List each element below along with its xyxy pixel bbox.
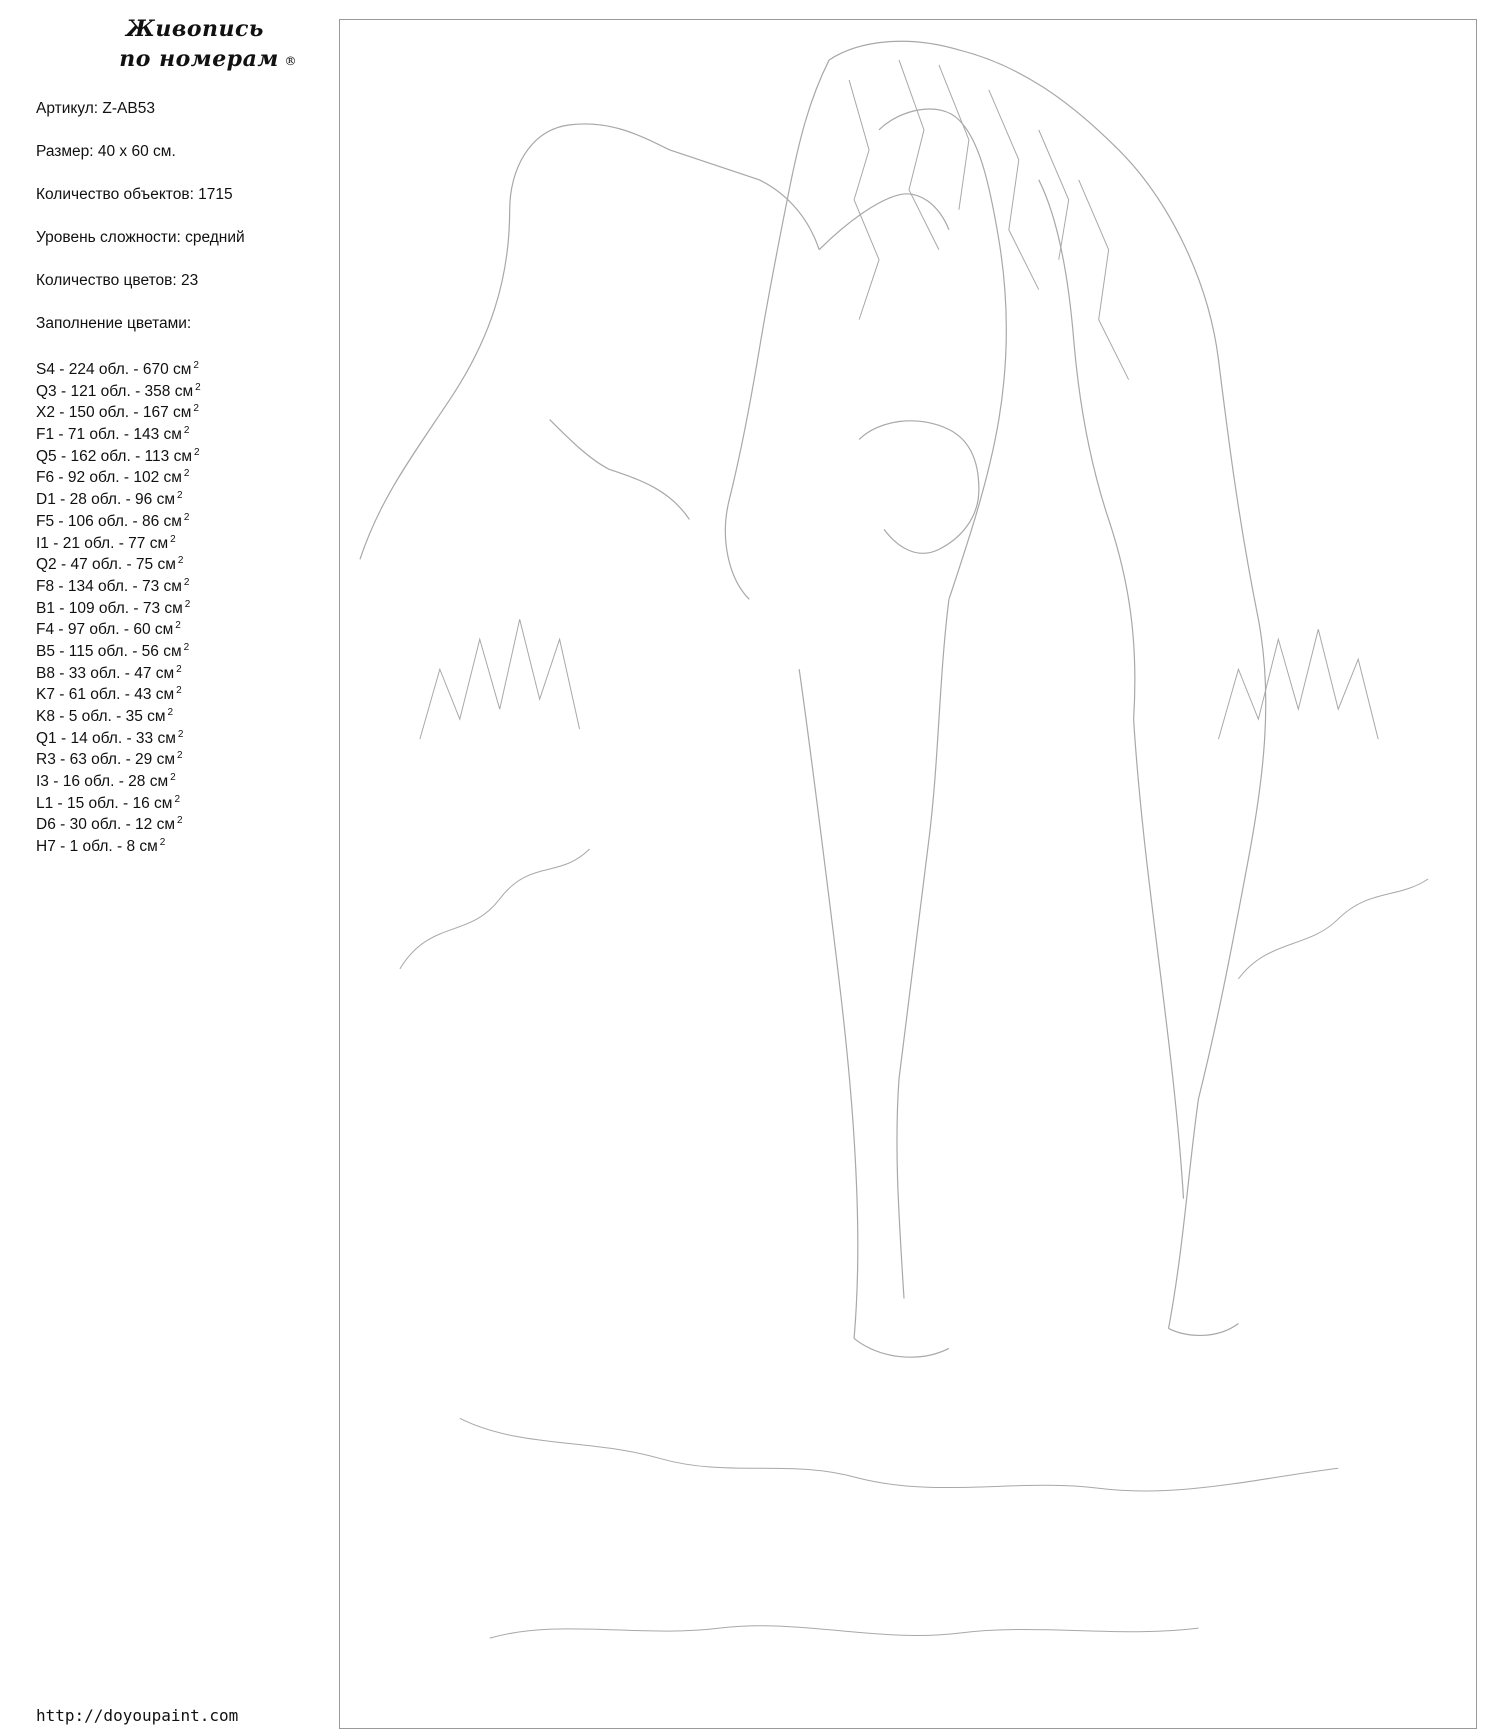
color-fill-list [36,360,316,859]
color-fill-row [36,664,316,686]
color-fill-row [36,447,316,469]
area-unit-superscript: 2 [195,381,201,393]
color-fill-row [36,360,316,382]
color-fill-text: D6 - 30 обл. - 12 см [36,816,176,834]
color-fill-row [36,599,316,621]
object-count: Количество объектов: 1715 [36,186,233,203]
color-fill-text: F4 - 97 обл. - 60 см [36,621,174,639]
website-link[interactable]: http://doyoupaint.com [36,1706,239,1725]
color-fill-row [36,577,316,599]
color-fill-row [36,490,316,512]
area-unit-superscript: 2 [183,468,190,480]
color-fill-text: F5 - 106 обл. - 86 см [36,512,182,530]
color-fill-text: F1 - 71 обл. - 143 см [36,426,182,444]
color-fill-row [36,403,316,425]
area-unit-superscript: 2 [184,598,191,610]
color-fill-text: B8 - 33 обл. - 47 см [36,664,175,682]
area-unit-superscript: 2 [183,511,190,523]
color-fill-row [36,815,316,837]
canvas-size: Размер: 40 x 60 см. [36,143,176,160]
color-fill-text: L1 - 15 обл. - 16 см [36,794,173,812]
horse-line-art-icon [340,20,1476,1728]
color-fill-text: F6 - 92 обл. - 102 см [36,469,182,487]
area-unit-superscript: 2 [183,425,190,437]
product-info [36,100,316,358]
color-fill-text: R3 - 63 обл. - 29 см [36,751,176,769]
area-unit-superscript: 2 [177,815,183,827]
area-unit-superscript: 2 [183,576,190,588]
color-fill-row [36,534,316,556]
mane-strokes [849,60,1129,380]
color-fill-text: K7 - 61 обл. - 43 см [36,686,175,704]
background-outline [360,124,949,559]
color-fill-text: K8 - 5 обл. - 35 см [36,708,166,725]
canvas-frame [339,19,1477,1729]
registered-mark: ® [284,54,297,68]
area-unit-superscript: 2 [170,533,176,545]
area-unit-superscript: 2 [193,403,199,415]
area-unit-superscript: 2 [174,793,181,805]
color-fill-text: D1 - 28 обл. - 96 см [36,491,176,509]
color-fill-text: Q3 - 121 обл. - 358 см [36,382,194,400]
area-unit-superscript: 2 [183,641,190,653]
area-unit-superscript: 2 [175,620,181,632]
area-unit-superscript: 2 [170,772,176,784]
trees-and-grass [400,619,1428,1638]
area-unit-superscript: 2 [177,490,183,502]
color-fill-text: X2 - 150 обл. - 167 см [36,404,192,422]
color-fill-text: Q2 - 47 обл. - 75 см [36,556,176,574]
area-unit-superscript: 2 [167,707,174,718]
color-fill-row [36,729,316,751]
area-unit-superscript: 2 [177,555,184,567]
area-unit-superscript: 2 [177,750,183,762]
color-fill-row [36,468,316,490]
article-number: Артикул: Z-AB53 [36,100,155,117]
color-fill-row [36,794,316,816]
brand-line-1: Живопись [126,16,264,42]
color-fill-text: B5 - 115 обл. - 56 см [36,642,182,660]
color-fill-text: B1 - 109 обл. - 73 см [36,599,183,617]
color-fill-text: S4 - 224 обл. - 670 см [36,361,192,378]
color-fill-row [36,837,316,859]
color-fill-row [36,382,316,404]
color-fill-row [36,685,316,707]
color-fill-row [36,772,316,794]
brand-line-2: по номерам [119,46,279,72]
difficulty-level: Уровень сложности: средний [36,229,245,246]
area-unit-superscript: 2 [193,446,200,458]
area-unit-superscript: 2 [176,685,182,697]
color-count: Количество цветов: 23 [36,272,199,289]
color-fill-text: Q1 - 14 обл. - 33 см [36,729,176,747]
color-fill-text: H7 - 1 обл. - 8 см [36,838,158,856]
brand-logo [95,14,295,74]
color-fill-row [36,512,316,534]
horse-outline [725,41,1265,1357]
area-unit-superscript: 2 [159,837,166,849]
color-fill-row [36,425,316,447]
color-fill-row [36,620,316,642]
area-unit-superscript: 2 [176,663,182,675]
fill-heading: Заполнение цветами: [36,315,192,332]
color-fill-row [36,642,316,664]
color-fill-row [36,707,316,729]
area-unit-superscript: 2 [177,728,184,740]
color-fill-text: I3 - 16 обл. - 28 см [36,773,169,791]
color-fill-text: F8 - 134 обл. - 73 см [36,577,182,595]
area-unit-superscript: 2 [193,360,199,371]
color-fill-row [36,555,316,577]
color-fill-text: I1 - 21 обл. - 77 см [36,534,169,552]
color-fill-text: Q5 - 162 обл. - 113 см [36,447,192,465]
color-fill-row [36,750,316,772]
